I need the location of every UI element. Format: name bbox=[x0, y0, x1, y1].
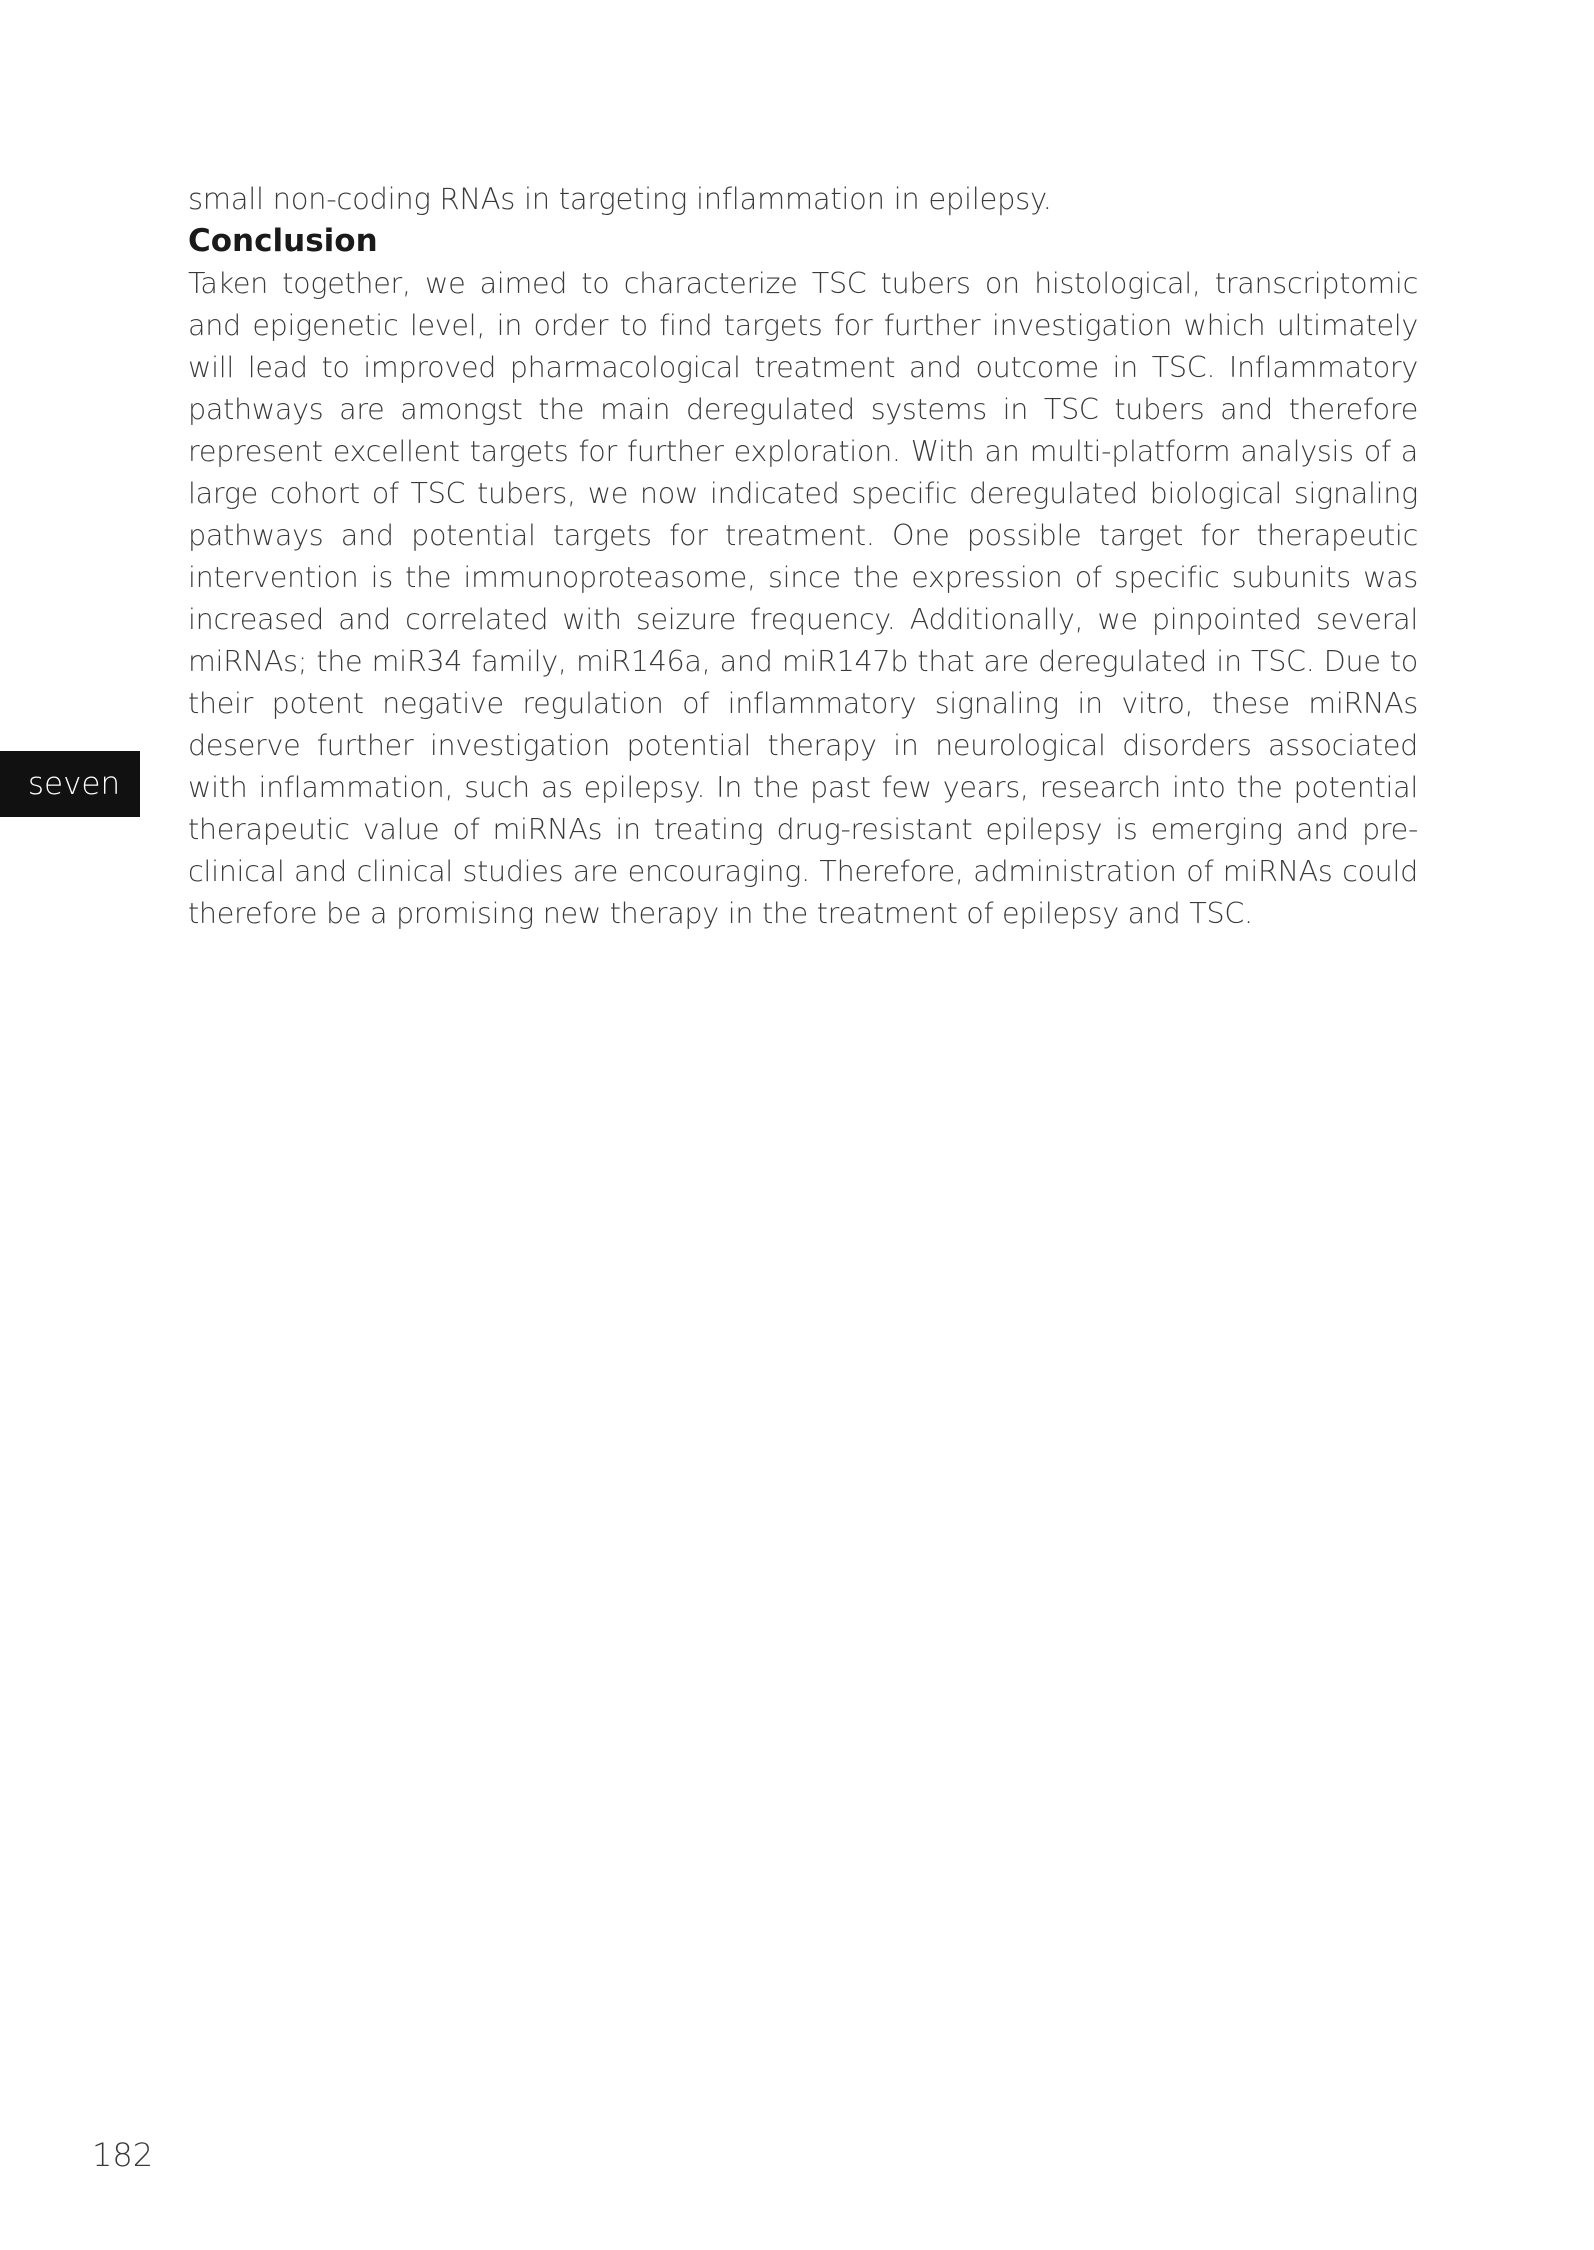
lead-line: small non-coding RNAs in targeting inflammation in epilepsy. bbox=[188, 182, 1052, 216]
section-heading: Conclusion bbox=[188, 223, 378, 259]
body-text bbox=[188, 178, 1418, 934]
page-number: 182 bbox=[92, 2136, 154, 2174]
conclusion-paragraph: Taken together, we aimed to characterize TSC tubers on histological, transcriptomic and epigenetic level, in order to find targets for further investigation which ultimately will lead to improved pharmacological treatment and outcome in TSC. Inflammatory pathways are amongst the main deregulated systems in TSC tubers and therefore represent excellent targets for further exploration. With an multi-platform analysis of a large cohort of TSC tubers, we now indicated specific deregulated biological signaling pathways and potential targets for treatment. One possible target for therapeutic intervention is the immunoproteasome, since the expression of specific subunits was increased and correlated with seizure frequency. Additionally, we pinpointed several miRNAs; the miR34 family, miR146a, and miR147b that are deregulated in TSC. Due to their potent negative regulation of inflammatory signaling in vitro, these miRNAs deserve further investigation potential therapy in neurological disorders associated with inflammation, such as epilepsy. In the past few years, research into the potential therapeutic value of miRNAs in treating drug-resistant epilepsy is emerging and pre-clinical and clinical studies are encouraging. Therefore, administration of miRNAs could therefore be a promising new therapy in the treatment of epilepsy and TSC. bbox=[188, 266, 1418, 930]
chapter-tab-label: seven bbox=[27, 766, 121, 802]
chapter-tab bbox=[0, 751, 140, 817]
